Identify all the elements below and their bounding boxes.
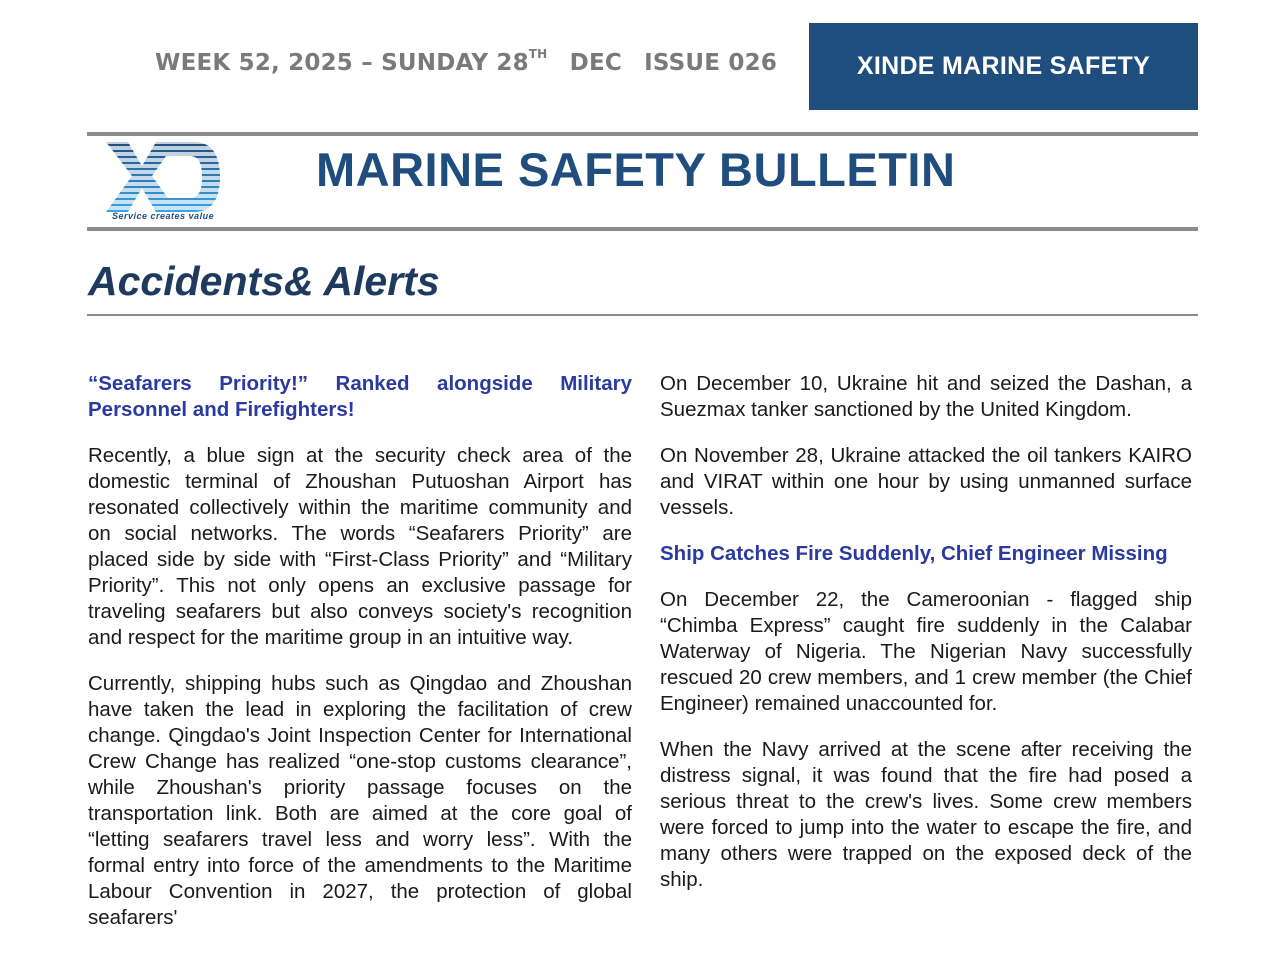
paragraph: Recently, a blue sign at the security check area of the domestic terminal of Zhoushan Putuoshan Airport has resonated collectively within the maritime community and on social networks. The words “Seafarers Priority” are placed side by side with “First-Class Priority” and “Military Priority”. This not only opens an exclusive passage for traveling seafarers but also conveys society's recognition and respect for the maritime group in an intuitive way. <box>88 444 632 649</box>
paragraph: On December 22, the Cameroonian - flagged ship “Chimba Express” caught fire suddenly in the Calabar Waterway of Nigeria. The Nigerian Navy successfully rescued 20 crew members, and 1 crew member (the Chief Engineer) remained unaccounted for. <box>660 588 1192 715</box>
issue-date-line <box>155 47 778 76</box>
right-column <box>660 371 1192 913</box>
brand-banner <box>809 23 1198 110</box>
top-divider <box>87 132 1198 136</box>
brand-name: XINDE MARINE SAFETY <box>856 52 1151 80</box>
article-heading-ship-fire: Ship Catches Fire Suddenly, Chief Engineer Missing <box>660 542 1168 565</box>
bulletin-title: MARINE SAFETY BULLETIN <box>316 143 956 196</box>
day-label: SUNDAY 28 <box>381 50 529 76</box>
logo-tagline: Service creates value <box>112 211 215 221</box>
section-title: Accidents& Alerts <box>88 258 440 304</box>
paragraph: Currently, shipping hubs such as Qingdao and Zhoushan have taken the lead in exploring the facilitation of crew change. Qingdao's Joint Inspection Center for International Crew Change has realized “one-stop customs clearance”, while Zhoushan's priority passage focuses on the transportation link. Both are aimed at the core goal of “letting seafarers travel less and worry less”. With the formal entry into force of the amendments to the Maritime Labour Convention in 2027, the protection of global seafarers' <box>88 672 632 929</box>
dash: – <box>361 50 373 76</box>
left-column <box>88 371 632 951</box>
paragraph: When the Navy arrived at the scene after receiving the distress signal, it was found that the fire had posed a serious threat to the crew's lives. Some crew members were forced to jump into the water to escape the fire, and many others were trapped on the exposed deck of the ship. <box>660 738 1192 891</box>
title-divider <box>87 227 1198 231</box>
day-suffix: TH <box>528 47 548 62</box>
paragraph: On November 28, Ukraine attacked the oil tankers KAIRO and VIRAT within one hour by using unmanned surface vessels. <box>660 444 1192 519</box>
week-label: WEEK 52, 2025 <box>155 50 353 76</box>
issue-number: ISSUE 026 <box>644 50 778 76</box>
paragraph: On December 10, Ukraine hit and seized the Dashan, a Suezmax tanker sanctioned by the United Kingdom. <box>660 372 1192 421</box>
section-divider <box>87 314 1198 316</box>
article-heading-seafarers-priority: “Seafarers Priority!” Ranked alongside Military Personnel and Firefighters! <box>88 372 632 421</box>
month-label: DEC <box>569 50 622 76</box>
